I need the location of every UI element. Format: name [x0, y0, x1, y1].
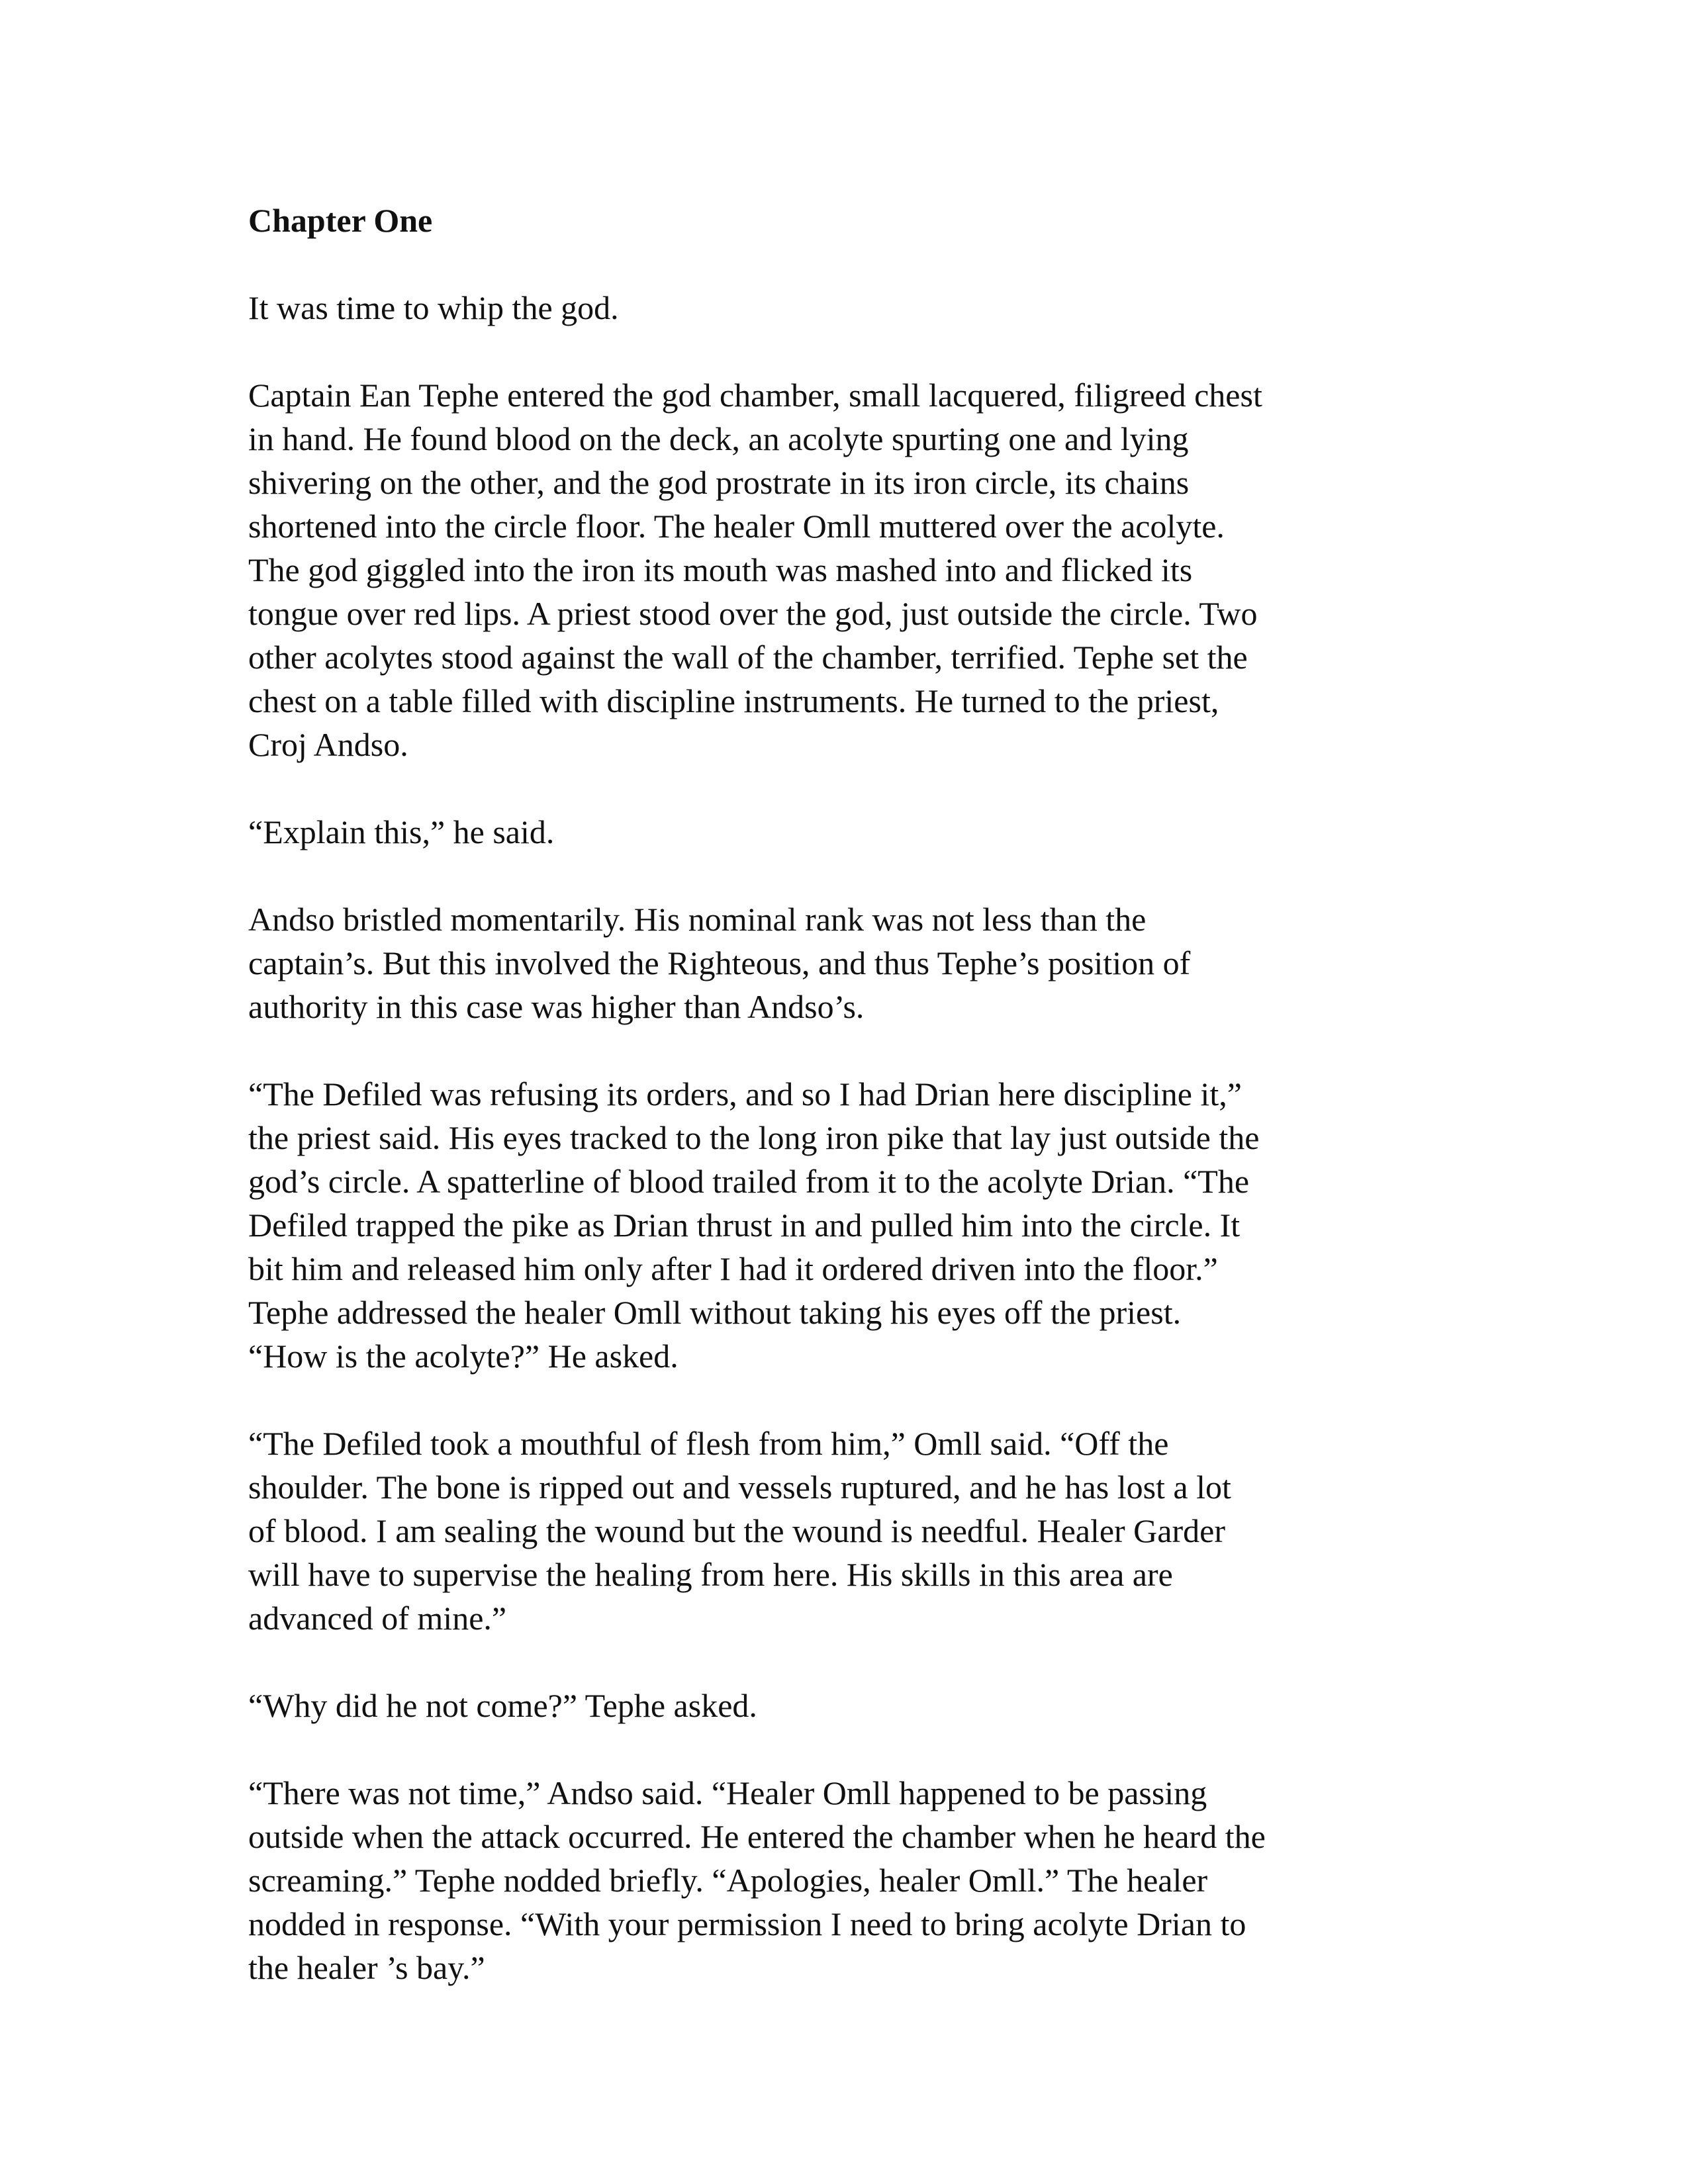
text-line: screaming.” Tephe nodded briefly. “Apologies, healer Omll.” The healer — [248, 1862, 1208, 1899]
text-line: the priest said. His eyes tracked to the long iron pike that lay just outside the — [248, 1119, 1260, 1156]
text-line: “The Defiled took a mouthful of flesh from him,” Omll said. “Off the — [248, 1425, 1169, 1462]
text-line: “Explain this,” he said. — [248, 813, 555, 850]
text-line: “How is the acolyte?” He asked. — [248, 1338, 679, 1375]
text-line: Captain Ean Tephe entered the god chamber, small lacquered, filigreed chest — [248, 377, 1262, 414]
text-line: chest on a table filled with discipline instruments. He turned to the priest, — [248, 682, 1219, 719]
text-line: bit him and released him only after I had it ordered driven into the floor.” — [248, 1250, 1218, 1287]
text-line: Croj Andso. — [248, 726, 408, 763]
manuscript-text — [248, 199, 1440, 2033]
text-line: tongue over red lips. A priest stood over the god, just outside the circle. Two — [248, 595, 1258, 632]
text-line: “Why did he not come?” Tephe asked. — [248, 1687, 757, 1724]
text-line: in hand. He found blood on the deck, an acolyte spurting one and lying — [248, 420, 1189, 457]
text-line: authority in this case was higher than Andso’s. — [248, 988, 865, 1025]
text-line: “The Defiled was refusing its orders, and so I had Drian here discipline it,” — [248, 1075, 1242, 1113]
chapter-title: Chapter One — [248, 202, 433, 239]
text-line: shoulder. The bone is ripped out and vessels ruptured, and he has lost a lot — [248, 1469, 1231, 1506]
paragraph — [248, 1684, 1440, 1727]
text-line: Andso bristled momentarily. His nominal rank was not less than the — [248, 901, 1147, 938]
text-line: outside when the attack occurred. He entered the chamber when he heard the — [248, 1818, 1266, 1855]
paragraph — [248, 1771, 1440, 1989]
text-line: captain’s. But this involved the Righteous, and thus Tephe’s position of — [248, 944, 1191, 981]
text-line: other acolytes stood against the wall of the chamber, terrified. Tephe set the — [248, 639, 1248, 676]
text-line: shivering on the other, and the god prostrate in its iron circle, its chains — [248, 464, 1190, 501]
text-line: Defiled trapped the pike as Drian thrust in and pulled him into the circle. It — [248, 1206, 1241, 1244]
paragraph — [248, 897, 1440, 1028]
paragraph — [248, 810, 1440, 854]
text-line: nodded in response. “With your permission I need to bring acolyte Drian to — [248, 1905, 1246, 1942]
paragraph — [248, 1422, 1440, 1640]
text-line: will have to supervise the healing from here. His skills in this area are — [248, 1556, 1173, 1593]
text-line: Tephe addressed the healer Omll without taking his eyes off the priest. — [248, 1294, 1182, 1331]
text-line: shortened into the circle floor. The healer Omll muttered over the acolyte. — [248, 508, 1225, 545]
paragraph — [248, 1072, 1440, 1378]
text-line: of blood. I am sealing the wound but the wound is needful. Healer Garder — [248, 1512, 1225, 1549]
paragraph — [248, 286, 1440, 330]
text-line: The god giggled into the iron its mouth was mashed into and flicked its — [248, 551, 1193, 588]
text-line: advanced of mine.” — [248, 1600, 507, 1637]
text-line: “There was not time,” Andso said. “Healer Omll happened to be passing — [248, 1774, 1207, 1811]
text-line: god’s circle. A spatterline of blood trailed from it to the acolyte Drian. “The — [248, 1163, 1250, 1200]
paragraph — [248, 373, 1440, 766]
paragraph-list — [248, 286, 1440, 1989]
text-line: It was time to whip the god. — [248, 289, 619, 326]
text-line: the healer ’s bay.” — [248, 1949, 485, 1986]
